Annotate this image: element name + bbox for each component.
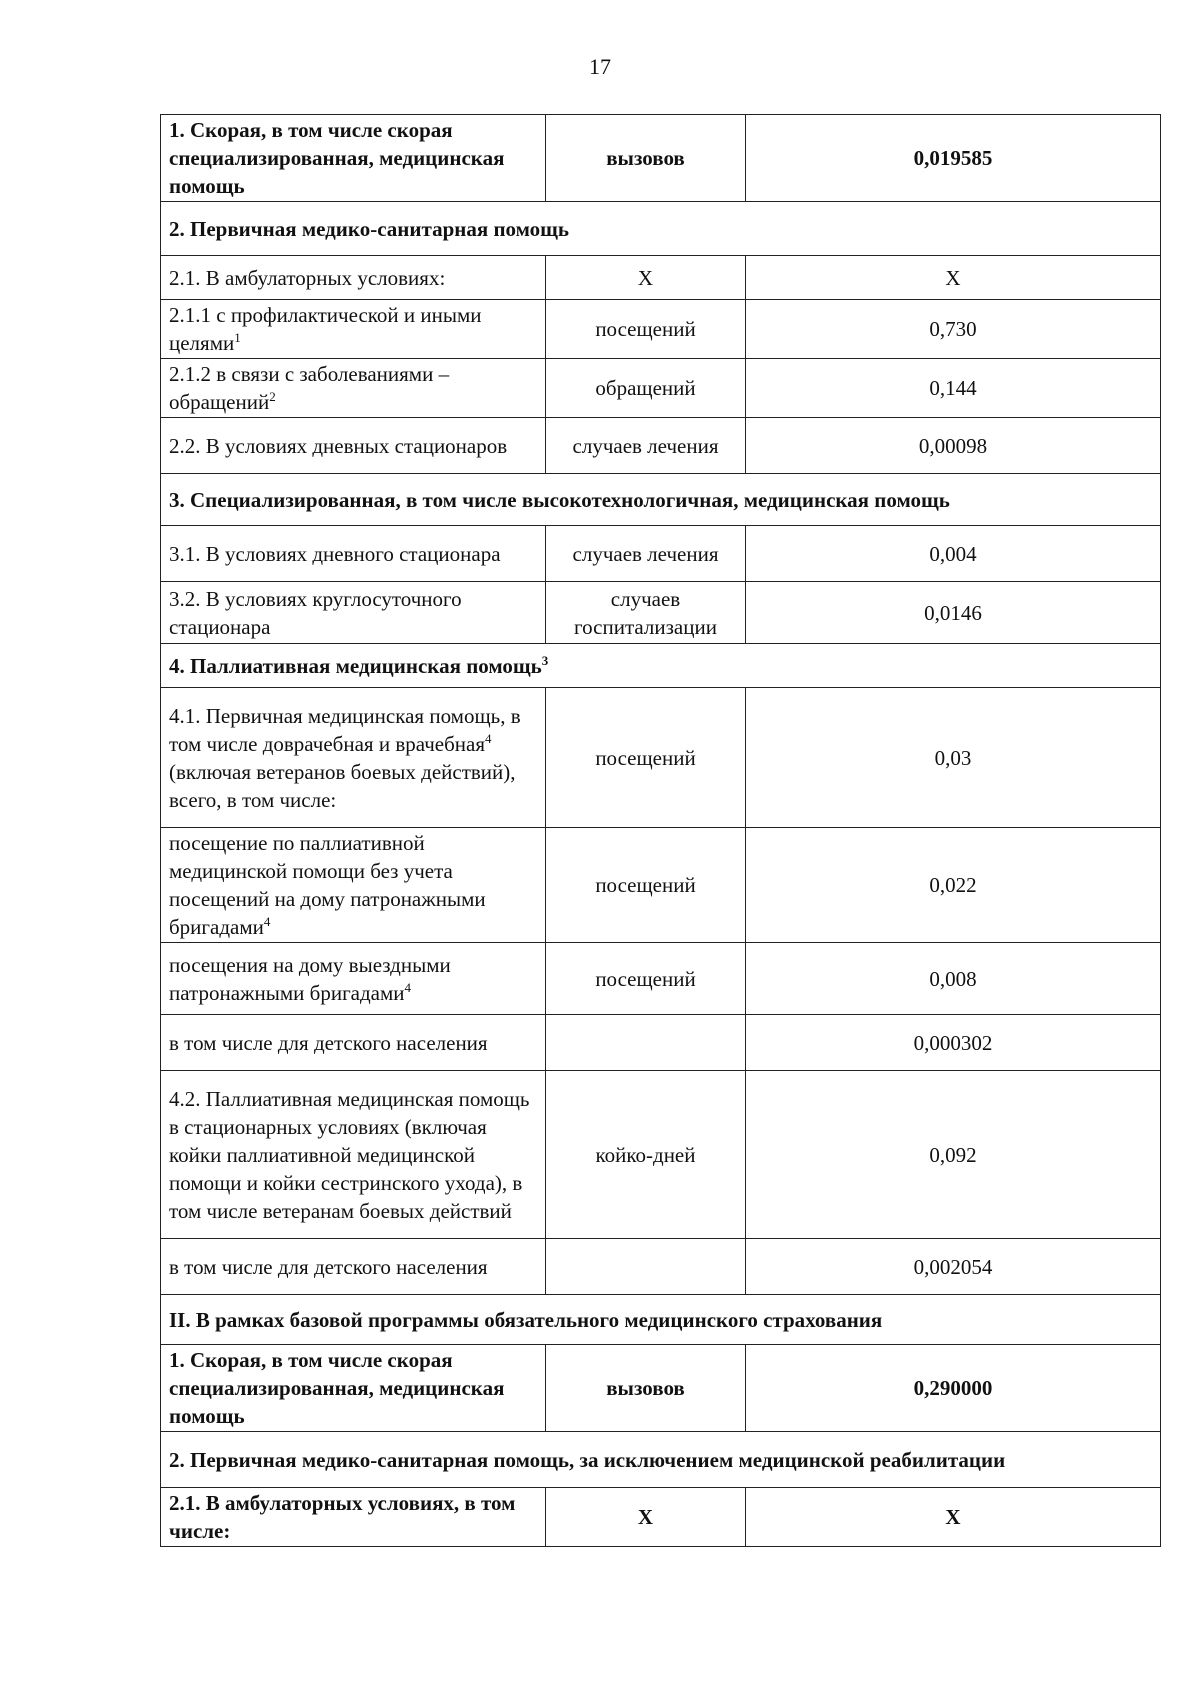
value-text: 0,000302	[913, 1030, 993, 1055]
indicator-text: 4.1. Первичная медицинская помощь, в том числе доврачебная и врачебная	[169, 703, 521, 756]
unit-cell	[546, 943, 746, 1015]
section-row	[161, 644, 1161, 688]
value-cell	[746, 582, 1161, 644]
indicator-cell	[161, 256, 546, 300]
table-row	[161, 582, 1161, 644]
unit-text: случаев лечения	[572, 433, 719, 458]
indicator-text: 2.1.2 в связи с заболеваниями – обращений	[169, 362, 450, 414]
value-cell	[746, 359, 1161, 418]
section-heading	[161, 474, 1161, 526]
indicator-cell	[161, 526, 546, 582]
indicator-text: 3.2. В условиях круглосуточного стационара	[169, 586, 462, 639]
value-cell	[746, 418, 1161, 474]
indicator-text: в том числе для детского населения	[169, 1030, 488, 1055]
unit-cell	[546, 1239, 746, 1295]
unit-cell	[546, 688, 746, 828]
footnote-marker: 2	[269, 389, 276, 404]
indicator-cell	[161, 828, 546, 943]
unit-cell	[546, 418, 746, 474]
unit-text: вызовов	[606, 1376, 685, 1400]
footnote-marker: 4	[404, 979, 412, 995]
value-text: 0,008	[929, 966, 977, 991]
table-row	[161, 300, 1161, 359]
indicator-cell	[161, 1239, 546, 1295]
value-text: 0,019585	[913, 146, 993, 170]
section-row	[161, 202, 1161, 256]
unit-cell	[546, 1488, 746, 1547]
value-cell	[746, 1345, 1161, 1432]
unit-text: обращений	[595, 376, 696, 400]
indicator-cell	[161, 582, 546, 644]
section-heading-text: 4. Паллиативная медицинская помощь	[169, 653, 542, 678]
section-heading-text: 2. Первичная медико-санитарная помощь	[169, 216, 570, 241]
value-cell	[746, 828, 1161, 943]
value-cell	[746, 1488, 1161, 1547]
section-row	[161, 1432, 1161, 1488]
indicator-text: 4.2. Паллиативная медицинская помощь в стационарных условиях (включая койки паллиативной медицинской помощи и койки сестринского ухода), в том числе ветеранам боевых действий	[169, 1086, 530, 1223]
table-row	[161, 1345, 1161, 1432]
indicator-text: 2.1. В амбулаторных условиях, в том числе:	[169, 1491, 516, 1543]
indicator-cell	[161, 943, 546, 1015]
value-text: 0,144	[929, 376, 977, 400]
unit-text: случаев лечения	[572, 541, 719, 566]
value-cell	[746, 943, 1161, 1015]
unit-cell	[546, 359, 746, 418]
indicator-cell	[161, 1345, 546, 1432]
value-text: 0,092	[929, 1142, 977, 1167]
indicator-cell	[161, 418, 546, 474]
unit-text: случаев госпитализации	[574, 586, 717, 639]
page-number: 17	[589, 54, 611, 79]
value-text: 0,03	[934, 745, 972, 770]
value-cell	[746, 526, 1161, 582]
footnote-marker: 4	[485, 730, 492, 746]
table-row	[161, 1488, 1161, 1547]
section-heading	[161, 644, 1161, 688]
unit-text: Х	[637, 1505, 654, 1529]
value-text: 0,0146	[924, 600, 982, 625]
value-text: 0,002054	[913, 1254, 993, 1279]
table-row	[161, 526, 1161, 582]
unit-cell	[546, 582, 746, 644]
section-heading	[161, 202, 1161, 256]
section-row	[161, 1295, 1161, 1345]
indicator-text: 2.1. В амбулаторных условиях:	[169, 265, 446, 290]
table-row	[161, 1239, 1161, 1295]
footnote-marker: 4	[263, 914, 271, 929]
indicator-text: посещение по паллиативной медицинской помощи без учета посещений на дому патронажными бригадами	[169, 831, 486, 939]
table-row	[161, 256, 1161, 300]
table-row	[161, 688, 1161, 828]
table-row	[161, 418, 1161, 474]
indicator-text: 3.1. В условиях дневного стационара	[169, 541, 501, 566]
indicator-cell	[161, 359, 546, 418]
unit-text: посещений	[595, 966, 696, 991]
table-row	[161, 943, 1161, 1015]
indicator-cell	[161, 1071, 546, 1239]
table-row	[161, 1071, 1161, 1239]
value-text: 0,00098	[918, 433, 988, 458]
value-cell	[746, 1015, 1161, 1071]
unit-text: Х	[637, 265, 654, 290]
unit-cell	[546, 1071, 746, 1239]
indicator-text: посещения на дому выездными патронажными бригадами	[169, 952, 451, 1005]
table-row	[161, 359, 1161, 418]
value-cell	[746, 256, 1161, 300]
unit-cell	[546, 115, 746, 202]
indicator-cell	[161, 1015, 546, 1071]
section-heading	[161, 1432, 1161, 1488]
indicator-cell	[161, 300, 546, 359]
value-cell	[746, 1071, 1161, 1239]
section-heading	[161, 1295, 1161, 1345]
unit-text: посещений	[595, 317, 696, 341]
indicator-text: 1. Скорая, в том числе скорая специализированная, медицинская помощь	[169, 1348, 505, 1428]
value-text: Х	[945, 265, 961, 290]
unit-text: койко-дней	[595, 1142, 696, 1167]
indicator-cell	[161, 1488, 546, 1547]
value-cell	[746, 115, 1161, 202]
section-heading-text: 2. Первичная медико-санитарная помощь, за исключением медицинской реабилитации	[169, 1447, 1006, 1472]
unit-cell	[546, 828, 746, 943]
footnote-marker: 1	[234, 330, 241, 345]
section-heading-text: 3. Специализированная, в том числе высокотехнологичная, медицинская помощь	[169, 487, 950, 512]
table-row	[161, 828, 1161, 943]
value-text: 0,004	[929, 541, 977, 566]
norms-table	[160, 114, 1161, 1547]
unit-cell	[546, 256, 746, 300]
indicator-cell	[161, 115, 546, 202]
value-text: 0,730	[929, 317, 977, 341]
value-text: 0,022	[929, 873, 977, 897]
section-heading-text: II. В рамках базовой программы обязательного медицинского страхования	[169, 1307, 883, 1332]
indicator-text: 2.2. В условиях дневных стационаров	[169, 433, 508, 458]
indicator-text: 1. Скорая, в том числе скорая специализированная, медицинская помощь	[169, 118, 505, 198]
table-row	[161, 1015, 1161, 1071]
unit-text: посещений	[595, 745, 696, 770]
unit-cell	[546, 300, 746, 359]
value-cell	[746, 1239, 1161, 1295]
value-text: Х	[945, 1505, 961, 1529]
value-text: 0,290000	[913, 1376, 993, 1400]
unit-cell	[546, 1345, 746, 1432]
value-cell	[746, 688, 1161, 828]
table-row	[161, 115, 1161, 202]
unit-cell	[546, 526, 746, 582]
footnote-marker: 3	[541, 652, 549, 668]
indicator-text-continued: (включая ветеранов боевых действий), всего, в том числе:	[169, 759, 516, 812]
section-row	[161, 474, 1161, 526]
indicator-cell	[161, 688, 546, 828]
value-cell	[746, 300, 1161, 359]
unit-text: посещений	[595, 873, 696, 897]
indicator-text: в том числе для детского населения	[169, 1254, 488, 1279]
unit-cell	[546, 1015, 746, 1071]
indicator-text: 2.1.1 с профилактической и иными целями	[169, 303, 482, 355]
unit-text: вызовов	[606, 146, 685, 170]
